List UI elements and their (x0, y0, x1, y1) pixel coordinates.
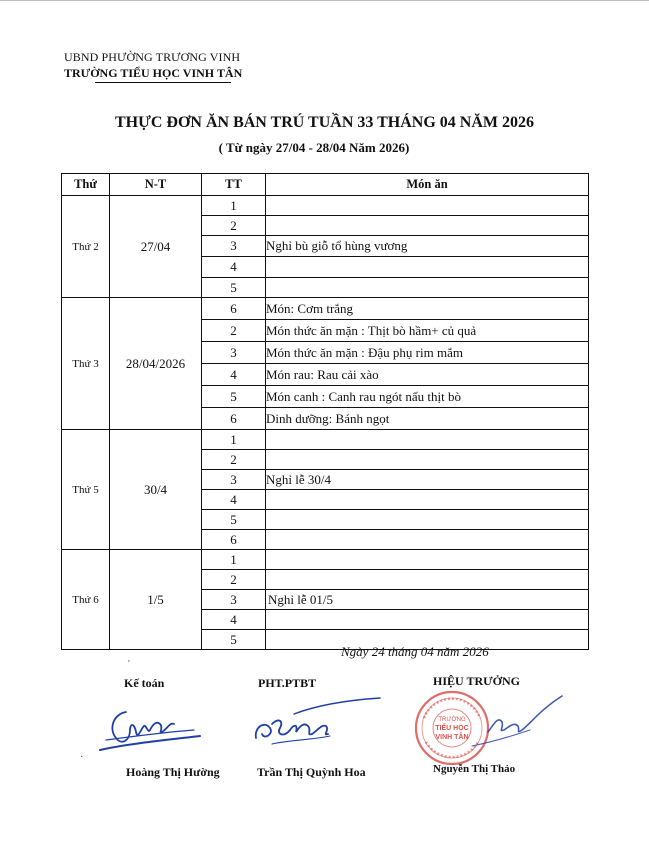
dish-cell (266, 550, 589, 570)
dish-cell: Dinh dưỡng: Bánh ngọt (266, 408, 589, 430)
order-cell: 4 (202, 490, 266, 510)
signature-role-vice-principal: PHT.PTBT (258, 676, 317, 690)
dish-cell (266, 530, 589, 550)
table-row (62, 550, 589, 570)
accountant-signature (96, 700, 206, 756)
stamp-text-line1: TRƯỜNG (438, 717, 466, 723)
order-cell: 5 (202, 630, 266, 650)
signature-role-principal: HIỆU TRƯỞNG (433, 674, 521, 688)
order-cell: 3 (202, 470, 266, 490)
order-cell: 4 (202, 257, 266, 278)
dish-cell: Món thức ăn mặn : Đậu phụ rim mắm (266, 342, 589, 364)
stray-mark: ' (128, 659, 130, 670)
order-cell: 5 (202, 278, 266, 298)
table-row (62, 298, 589, 320)
order-cell: 4 (202, 610, 266, 630)
dish-cell (266, 278, 589, 298)
order-cell: 5 (202, 510, 266, 530)
column-header-date: N-T (110, 174, 202, 196)
order-cell: 1 (202, 550, 266, 570)
order-cell: 2 (202, 450, 266, 470)
signature-role-accountant: Kế toán (124, 676, 165, 690)
top-border-line (0, 0, 649, 1)
order-cell: 6 (202, 530, 266, 550)
signing-date: Ngày 24 tháng 04 năm 2026 (341, 644, 489, 659)
table-row (62, 430, 589, 450)
dish-cell: Món: Cơm trắng (266, 298, 589, 320)
dish-cell (266, 610, 589, 630)
dish-cell (266, 490, 589, 510)
date-cell: 30/4 (110, 430, 202, 550)
date-cell: 27/04 (110, 196, 202, 298)
principal-stamp-and-signature (412, 686, 568, 772)
dish-cell (266, 450, 589, 470)
order-cell: 5 (202, 386, 266, 408)
stamp-text-line2: TIỂU HỌC (435, 725, 469, 732)
page-subtitle: ( Từ ngày 27/04 - 28/04 Năm 2026) (218, 140, 410, 155)
dish-cell: Nghỉ bù giỗ tổ hùng vương (266, 236, 589, 257)
day-cell: Thứ 3 (62, 298, 110, 430)
vice-principal-signature (250, 694, 384, 750)
day-cell: Thứ 2 (62, 196, 110, 298)
column-header-order: TT (202, 174, 266, 196)
order-cell: 1 (202, 196, 266, 216)
official-stamp (416, 692, 488, 764)
org-underline (95, 82, 231, 83)
dish-cell: Món rau: Rau cải xào (266, 364, 589, 386)
order-cell: 3 (202, 342, 266, 364)
day-cell: Thứ 6 (62, 550, 110, 650)
order-cell: 2 (202, 216, 266, 236)
dish-cell (266, 510, 589, 530)
date-cell: 1/5 (110, 550, 202, 650)
dish-cell: Nghỉ lễ 01/5 (266, 590, 589, 610)
signature-name-accountant: Hoàng Thị Hường (126, 765, 220, 779)
order-cell: 1 (202, 430, 266, 450)
dish-cell (266, 216, 589, 236)
dish-cell: Món canh : Canh rau ngót nấu thịt bò (266, 386, 589, 408)
stray-mark: · (80, 752, 84, 763)
dish-cell: Nghỉ lễ 30/4 (266, 470, 589, 490)
table-header-row (62, 174, 589, 196)
order-cell: 2 (202, 570, 266, 590)
order-cell: 3 (202, 236, 266, 257)
order-cell: 2 (202, 320, 266, 342)
org-line-1: UBND PHƯỜNG TRƯƠNG VINH (64, 50, 241, 64)
dish-cell (266, 430, 589, 450)
day-cell: Thứ 5 (62, 430, 110, 550)
menu-table (61, 173, 589, 650)
order-cell: 3 (202, 590, 266, 610)
dish-cell (266, 196, 589, 216)
dish-cell: Món thức ăn mặn : Thịt bò hầm+ củ quả (266, 320, 589, 342)
org-line-2: TRƯỜNG TIỂU HỌC VINH TÂN (64, 66, 243, 80)
order-cell: 6 (202, 408, 266, 430)
dish-cell (266, 570, 589, 590)
column-header-dish: Món ăn (266, 174, 589, 196)
order-cell: 6 (202, 298, 266, 320)
dish-cell (266, 257, 589, 278)
signature-name-principal: Nguyễn Thị Thảo (433, 763, 516, 775)
column-header-day: Thứ (62, 174, 110, 196)
stamp-text-line3: VINH TÂN (435, 734, 469, 741)
date-cell: 28/04/2026 (110, 298, 202, 430)
page-title: THỰC ĐƠN ĂN BÁN TRÚ TUẦN 33 THÁNG 04 NĂM 2026 (115, 114, 534, 131)
order-cell: 4 (202, 364, 266, 386)
table-row (62, 196, 589, 216)
signature-name-vice-principal: Trần Thị Quỳnh Hoa (257, 765, 366, 779)
